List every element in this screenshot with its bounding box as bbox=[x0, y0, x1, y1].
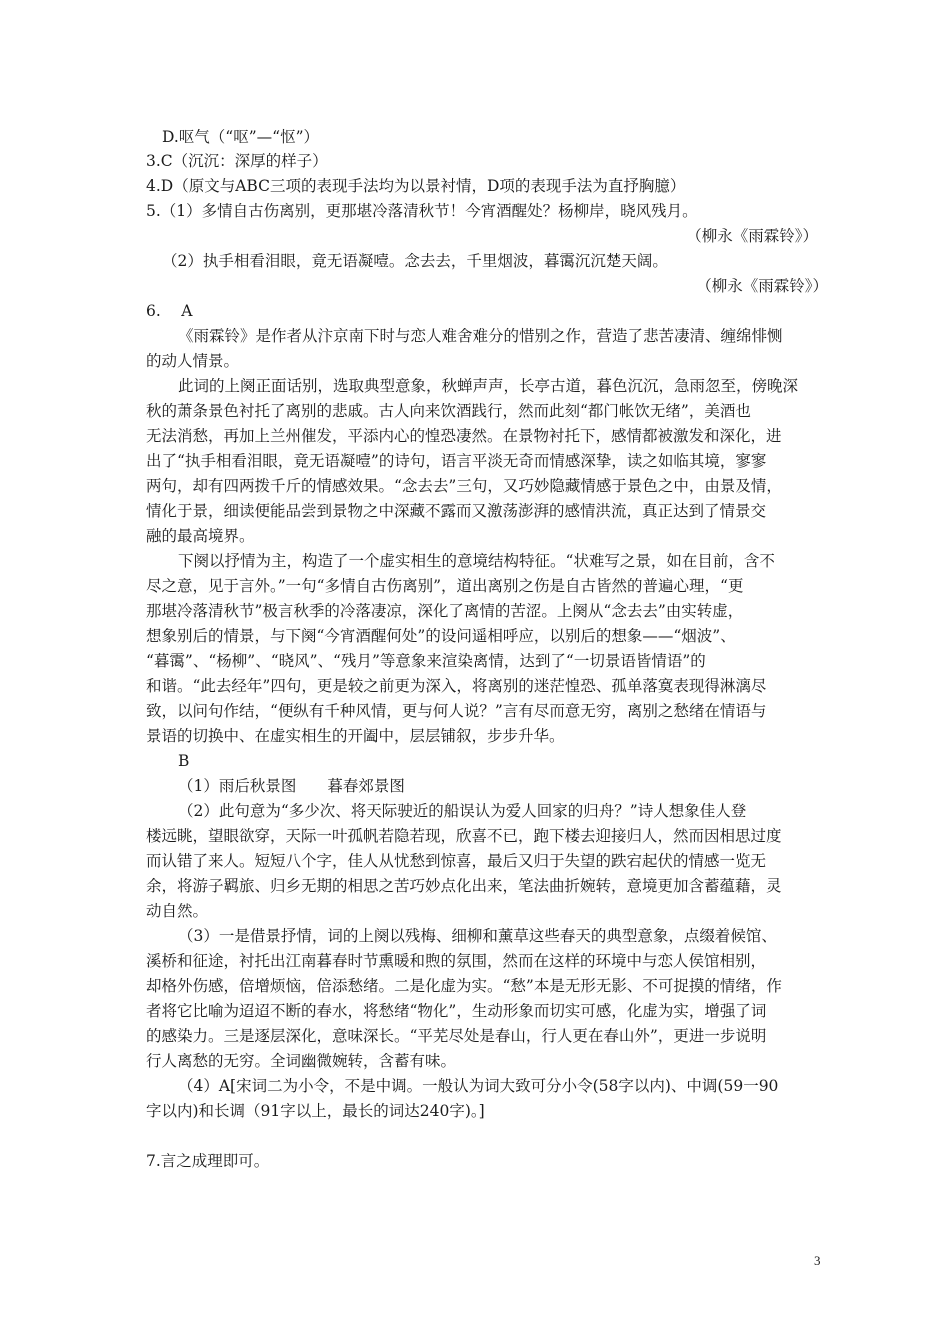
text-line: 秋的萧条景色衬托了离别的悲戚。古人向来饮酒践行，然而此刻“都门帐饮无绪”，美酒也 bbox=[146, 402, 751, 420]
answer-2-d: D.呕气（“呕”—“怄”） bbox=[162, 128, 319, 146]
text-line: 出了“执手相看泪眼，竟无语凝噎”的诗句，语言平淡无奇而情感深挚，读之如临其境，寥寥 bbox=[146, 452, 767, 470]
answer-b-1: （1）雨后秋景图 暮春郊景图 bbox=[178, 777, 405, 795]
text-line: （3）一是借景抒情，词的上阕以残梅、细柳和薰草这些春天的典型意象，点缀着候馆、 bbox=[178, 927, 777, 945]
text-line: 却格外伤感，倍增烦恼，倍添愁绪。二是化虚为实。“愁”本是无形无影、不可捉摸的情绪，作 bbox=[146, 977, 782, 995]
text-line: 行人离愁的无穷。全词幽微婉转，含蓄有味。 bbox=[146, 1052, 457, 1070]
text-line: 此词的上阕正面话别，选取典型意象，秋蝉声声，长亭古道，暮色沉沉，急雨忽至，傍晚深 bbox=[178, 377, 799, 395]
text-line: “暮霭”、“杨柳”、“晓风”、“残月”等意象来渲染离情，达到了“一切景语皆情语”的 bbox=[146, 652, 706, 670]
answer-5-1-source: （柳永《雨霖铃》） bbox=[686, 227, 818, 245]
text-line: 动自然。 bbox=[146, 902, 209, 920]
answer-5-2-source: （柳永《雨霖铃》） bbox=[696, 277, 828, 295]
text-line: 字以内)和长调（91字以上，最长的词达240字)。] bbox=[146, 1102, 485, 1120]
text-line: 两句，却有四两拨千斤的情感效果。“念去去”三句，又巧妙隐藏情感于景色之中，由景及情， bbox=[146, 477, 782, 495]
text-line: 景语的切换中、在虚实相生的开阖中，层层铺叙，步步升华。 bbox=[146, 727, 565, 745]
text-line: 的动人情景。 bbox=[146, 352, 240, 370]
text-line: 而认错了来人。短短八个字，佳人从忧愁到惊喜，最后又归于失望的跌宕起伏的情感一览无 bbox=[146, 852, 767, 870]
answer-b-heading: B bbox=[178, 752, 190, 770]
text-line: 和谐。“此去经年”四句，更是较之前更为深入，将离别的迷茫惶恐、孤单落寞表现得淋漓尽 bbox=[146, 677, 767, 695]
text-line: 情化于景，细读便能品尝到景物之中深藏不露而又激荡澎湃的感情洪流，真正达到了情景交 bbox=[146, 502, 767, 520]
text-line: 无法消愁，再加上兰州催发，平添内心的惶恐凄然。在景物衬托下，感情都被激发和深化，进 bbox=[146, 427, 782, 445]
page-number: 3 bbox=[814, 1253, 821, 1268]
text-line: 《雨霖铃》是作者从汴京南下时与恋人难舍难分的惜别之作，营造了悲苦凄清、缠绵悱恻 bbox=[178, 327, 783, 345]
text-line: 那堪冷落清秋节”极言秋季的冷落凄凉，深化了离情的苦涩。上阕从“念去去”由实转虚， bbox=[146, 602, 744, 620]
text-line: 的感染力。三是逐层深化，意味深长。“平芜尽处是春山，行人更在春山外”，更进一步说明 bbox=[146, 1027, 767, 1045]
text-line: 余，将游子羁旅、归乡无期的相思之苦巧妙点化出来，笔法曲折婉转，意境更加含蓄蕴藉，灵 bbox=[146, 877, 782, 895]
text-line: 者将它比喻为迢迢不断的春水，将愁绪“物化”，生动形象而切实可感，化虚为实，增强了词 bbox=[146, 1002, 767, 1020]
answer-7: 7.言之成理即可。 bbox=[146, 1152, 270, 1170]
answer-6-heading: 6. A bbox=[146, 302, 193, 320]
text-line: （4）A[宋词二为小令，不是中调。一般认为词大致可分小令(58字以内)、中调(59一90 bbox=[178, 1077, 779, 1095]
text-line: 想象别后的情景，与下阕“今宵酒醒何处”的设问遥相呼应，以别后的想象——“烟波”、 bbox=[146, 627, 736, 645]
text-line: 楼远眺，望眼欲穿，天际一叶孤帆若隐若现，欣喜不已，跑下楼去迎接归人，然而因相思过度 bbox=[146, 827, 782, 845]
answer-5-1: 5.（1）多情自古伤离别，更那堪冷落清秋节！今宵酒醒处？杨柳岸，晓风残月。 bbox=[146, 202, 698, 220]
text-line: 尽之意，见于言外。”一句“多情自古伤离别”，道出离别之伤是自古皆然的普遍心理，“更 bbox=[146, 577, 744, 595]
text-line: （2）此句意为“多少次、将天际驶近的船误认为爱人回家的归舟？”诗人想象佳人登 bbox=[178, 802, 747, 820]
answer-4: 4.D（原文与ABC三项的表现手法均为以景衬情，D项的表现手法为直抒胸臆） bbox=[146, 177, 686, 195]
text-line: 融的最高境界。 bbox=[146, 527, 255, 545]
answer-5-2: （2）执手相看泪眼，竟无语凝噎。念去去，千里烟波，暮霭沉沉楚天阔。 bbox=[162, 252, 668, 270]
text-line: 下阕以抒情为主，构造了一个虚实相生的意境结构特征。“状难写之景，如在目前，含不 bbox=[178, 552, 775, 570]
text-line: 致，以问句作结，“便纵有千种风情，更与何人说？”言有尽而意无穷，离别之愁绪在情语与 bbox=[146, 702, 767, 720]
answer-3: 3.C（沉沉：深厚的样子） bbox=[146, 152, 328, 170]
text-line: 溪桥和征途，衬托出江南暮春时节熏暖和煦的氛围，然而在这样的环境中与恋人侯馆相别， bbox=[146, 952, 767, 970]
